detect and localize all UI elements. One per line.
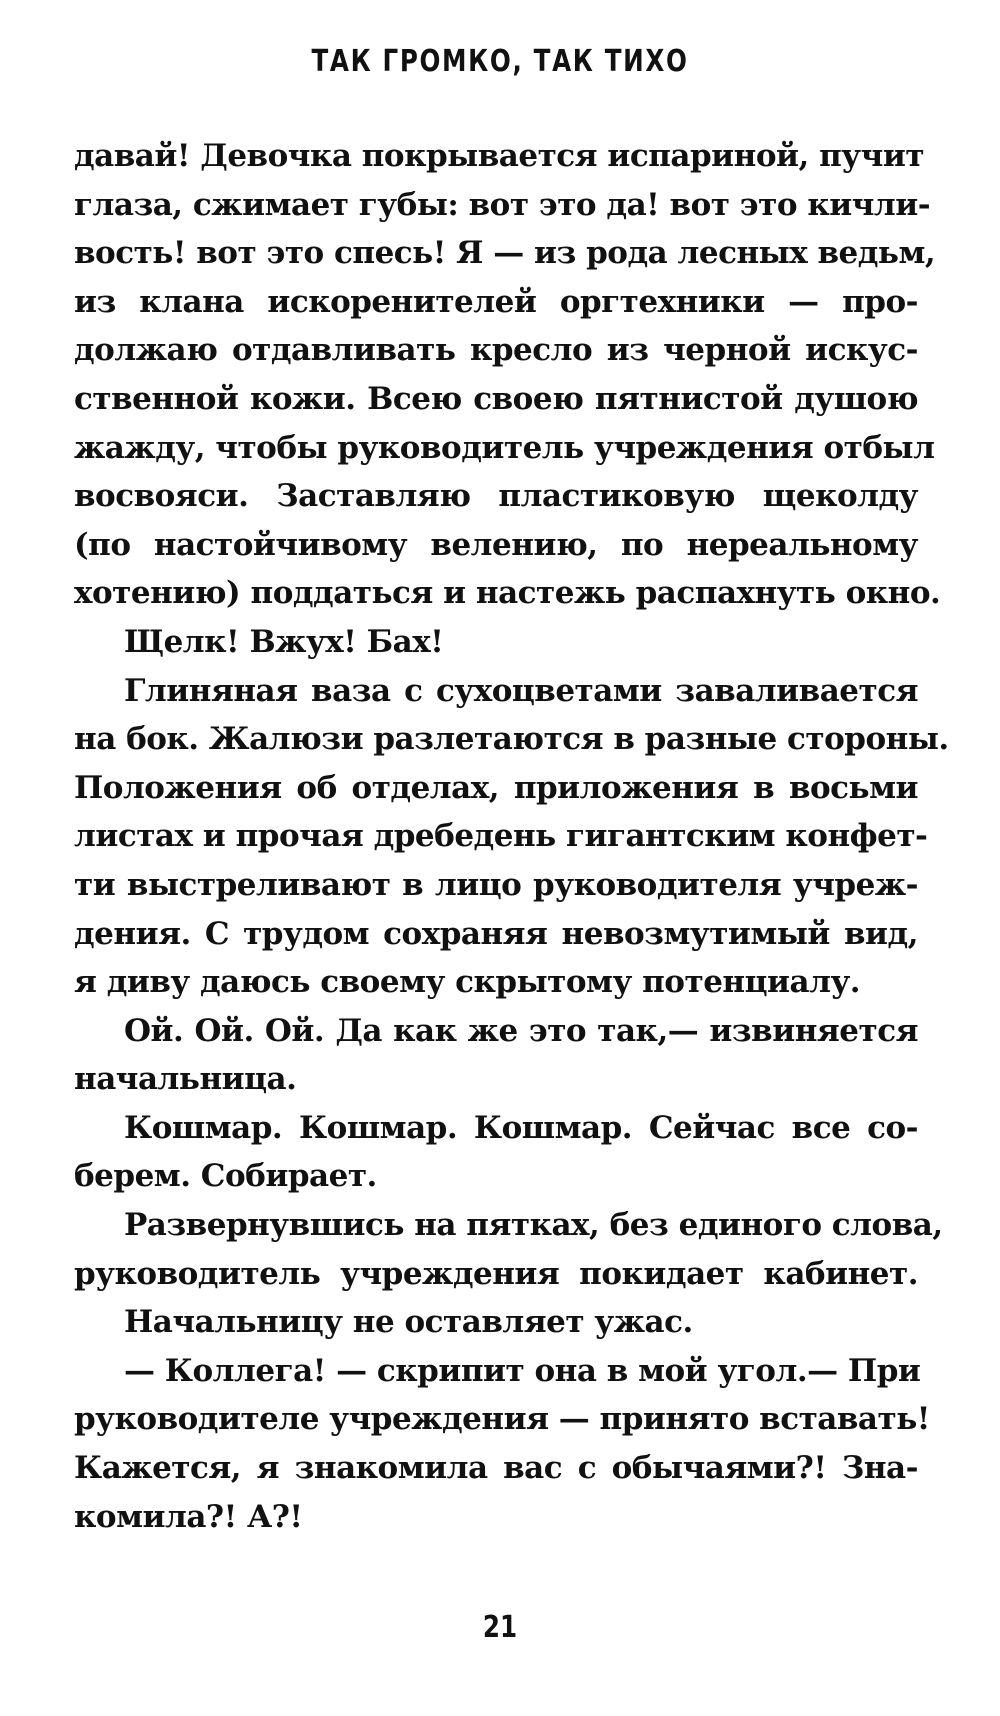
text-line: вость! вот это спесь! Я — из рода лесных ведьм, bbox=[74, 235, 936, 272]
text-line: (по настойчивому велению, по нереальному bbox=[74, 526, 918, 563]
text-line: я диву даюсь своему скрытому потенциалу. bbox=[74, 964, 861, 1001]
text-line: Развернувшись на пятках, без единого слова, bbox=[124, 1207, 943, 1244]
text-line: ти выстреливают в лицо руководителя учреж- bbox=[74, 866, 918, 903]
text-line: руководитель учреждения покидает кабинет. bbox=[74, 1255, 918, 1292]
text-line: Кошмар. Кошмар. Кошмар. Сейчас все со- bbox=[124, 1109, 918, 1146]
text-line: начальница. bbox=[74, 1061, 297, 1098]
text-line: берем. Собирает. bbox=[74, 1158, 377, 1195]
text-line: руководителе учреждения — принято вставать! bbox=[74, 1401, 930, 1438]
text-line: листах и прочая дребедень гигантским конфет- bbox=[74, 818, 928, 855]
text-line: ственной кожи. Всею своею пятнистой душою bbox=[74, 380, 918, 417]
text-line: из клана искоренителей оргтехники — про- bbox=[74, 283, 918, 320]
text-line: Глиняная ваза с сухоцветами заваливается bbox=[124, 672, 918, 709]
text-line: Щелк! Вжух! Бах! bbox=[124, 623, 444, 660]
text-line: комила?! А?! bbox=[74, 1498, 303, 1535]
text-line: на бок. Жалюзи разлетаются в разные стороны. bbox=[74, 721, 949, 758]
text-line: глаза, сжимает губы: вот это да! вот это кичли- bbox=[74, 186, 931, 223]
text-line: хотению) поддаться и настежь распахнуть окно. bbox=[74, 575, 941, 612]
text-line: Начальницу не оставляет ужас. bbox=[124, 1304, 693, 1341]
text-line: Кажется, я знакомила вас с обычаями?! Зна- bbox=[74, 1450, 918, 1487]
page-body-text bbox=[74, 132, 949, 1541]
text-line: Положения об отделах, приложения в восьми bbox=[74, 769, 918, 806]
text-line: Ой. Ой. Ой. Да как же это так,— извиняется bbox=[124, 1012, 918, 1049]
text-line: восвояси. Заставляю пластиковую щеколду bbox=[74, 478, 918, 515]
running-header: ТАК ГРОМКО, ТАК ТИХО bbox=[311, 44, 689, 79]
text-line: жажду, чтобы руководитель учреждения отбыл bbox=[74, 429, 935, 466]
text-line: давай! Девочка покрывается испариной, пучит bbox=[74, 138, 925, 174]
text-line: дения. С трудом сохраняя невозмутимый вид, bbox=[74, 915, 918, 952]
text-line: — Коллега! — скрипит она в мой угол.— При bbox=[124, 1352, 921, 1389]
text-line: должаю отдавливать кресло из черной искус- bbox=[74, 332, 918, 369]
page-number: 21 bbox=[482, 1610, 518, 1645]
